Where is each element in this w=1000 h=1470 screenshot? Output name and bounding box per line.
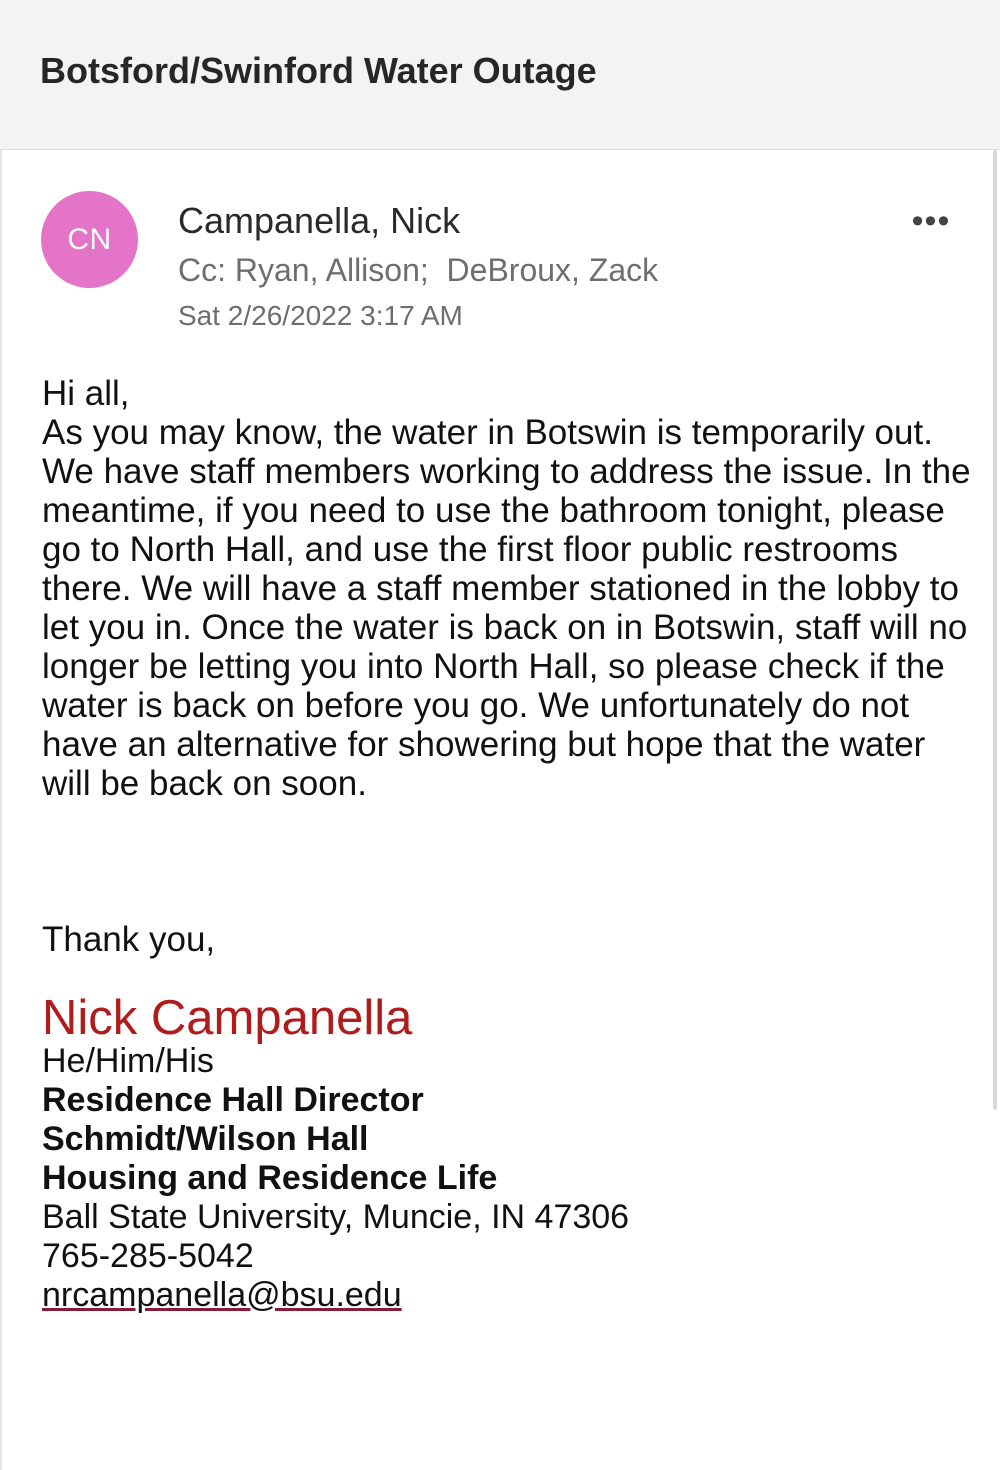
greeting: Hi all, bbox=[42, 374, 130, 413]
signature-phone: 765-285-5042 bbox=[42, 1237, 254, 1275]
signature-block bbox=[42, 1042, 629, 1315]
closing-line: Thank you, bbox=[42, 920, 216, 959]
more-options-button[interactable] bbox=[905, 204, 957, 238]
signature-name: Nick Campanella bbox=[42, 991, 413, 1045]
subject-header bbox=[0, 0, 1000, 150]
scrollbar[interactable] bbox=[993, 150, 997, 1110]
signature-pronouns: He/Him/His bbox=[42, 1042, 214, 1080]
signature-department: Housing and Residence Life bbox=[42, 1159, 498, 1197]
card-divider bbox=[0, 150, 2, 1470]
sent-date: Sat 2/26/2022 3:17 AM bbox=[178, 300, 463, 331]
signature-address: Ball State University, Muncie, IN 47306 bbox=[42, 1198, 630, 1236]
signature-hall: Schmidt/Wilson Hall bbox=[42, 1120, 369, 1158]
cc-recipients[interactable]: Cc: Ryan, Allison; DeBroux, Zack bbox=[178, 252, 659, 288]
email-body bbox=[42, 374, 972, 803]
body-paragraph: As you may know, the water in Botswin is temporarily out. We have staff members working to address the issue. In the meantime, if you need to use the bathroom tonight, please go to North Hall, and use the first floor public restrooms there. We will have a staff member stationed in the lobby to let you in. Once the water is back on in Botswin, staff will no longer be letting you into North Hall, so please check if the water is back on before you go. We unfortunately do not have an alternative for showering but hope that the water will be back on soon. bbox=[42, 413, 971, 803]
signature-email-link[interactable]: nrcampanella@bsu.edu bbox=[42, 1276, 402, 1314]
more-horizontal-icon: ••• bbox=[911, 202, 951, 240]
avatar[interactable] bbox=[41, 191, 138, 288]
avatar-initials: CN bbox=[67, 222, 112, 256]
sender-name[interactable]: Campanella, Nick bbox=[178, 200, 461, 241]
signature-title: Residence Hall Director bbox=[42, 1081, 424, 1119]
email-subject: Botsford/Swinford Water Outage bbox=[40, 50, 597, 91]
